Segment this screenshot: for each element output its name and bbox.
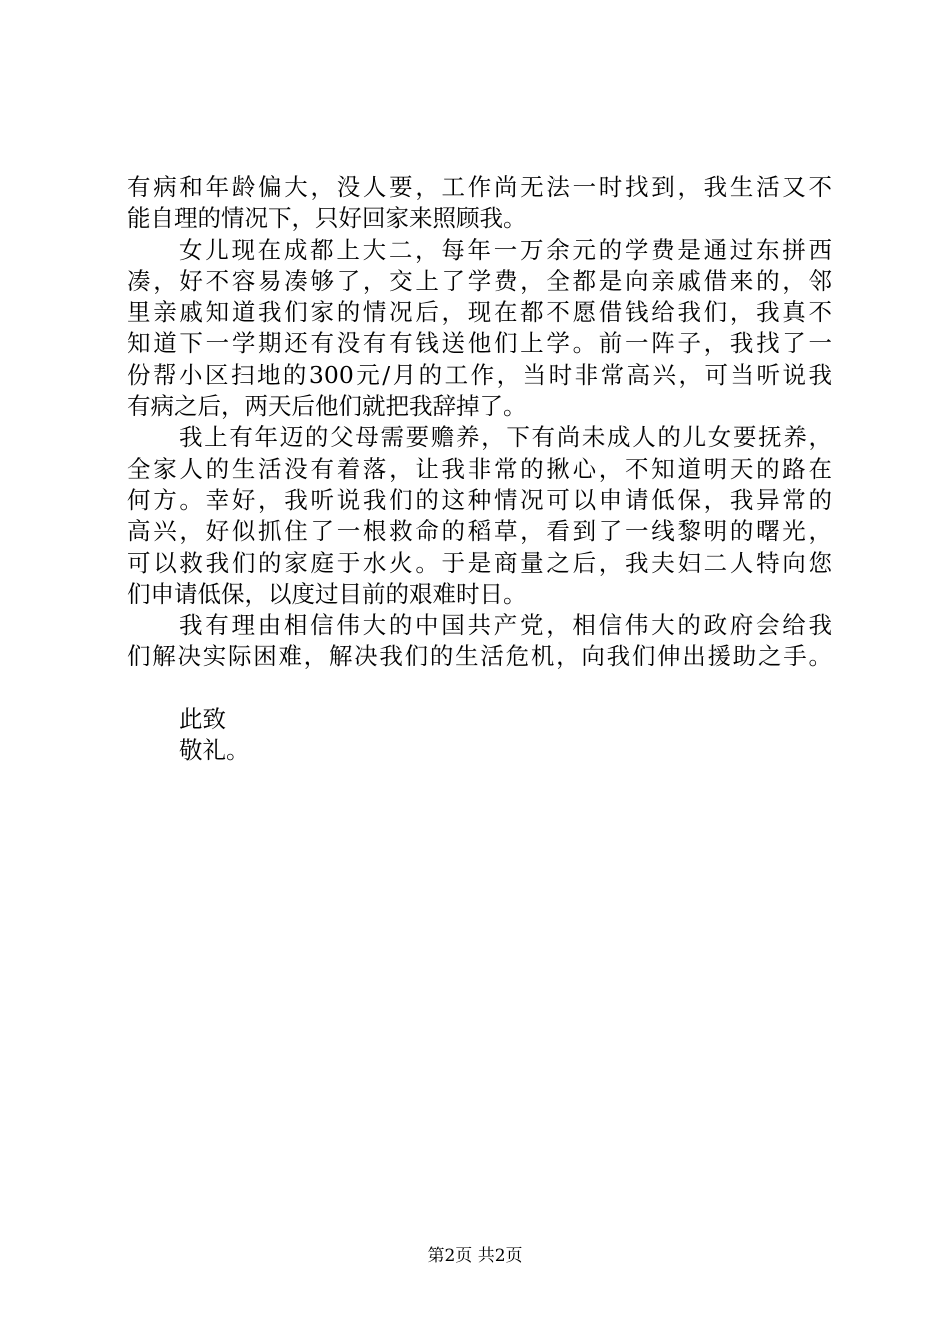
body-line: 份帮小区扫地的300元/月的工作，当时非常高兴，可当听说我 bbox=[127, 360, 832, 389]
blank-line bbox=[127, 673, 832, 704]
paragraph-start-line: 我上有年迈的父母需要赡养，下有尚未成人的儿女要抚养， bbox=[179, 423, 832, 452]
closing-salutation: 此致 bbox=[179, 705, 226, 734]
body-line: 有病和年龄偏大，没人要，工作尚无法一时找到，我生活又不 bbox=[127, 173, 832, 201]
body-line: 有病之后，两天后他们就把我辞掉了。 bbox=[127, 392, 527, 421]
body-line: 知道下一学期还有没有有钱送他们上学。前一阵子，我找了一 bbox=[127, 329, 832, 358]
body-line: 里亲戚知道我们家的情况后，现在都不愿借钱给我们，我真不 bbox=[127, 298, 832, 327]
body-line: 能自理的情况下，只好回家来照顾我。 bbox=[127, 204, 527, 233]
body-line: 可以救我们的家庭于水火。于是商量之后，我夫妇二人特向您 bbox=[127, 548, 832, 577]
body-line: 凑，好不容易凑够了，交上了学费，全都是向亲戚借来的，邻 bbox=[127, 266, 832, 295]
body-line: 何方。幸好，我听说我们的这种情况可以申请低保，我异常的 bbox=[127, 485, 832, 514]
page-number-footer: 第2页 共2页 bbox=[427, 1246, 523, 1266]
paragraph-start-line: 女儿现在成都上大二，每年一万余元的学费是通过东拼西 bbox=[179, 235, 832, 264]
body-line: 高兴，好似抓住了一根救命的稻草，看到了一线黎明的曙光， bbox=[127, 517, 832, 546]
paragraph-start-line: 我有理由相信伟大的中国共产党，相信伟大的政府会给我 bbox=[179, 611, 832, 640]
body-line: 们解决实际困难，解决我们的生活危机，向我们伸出援助之手。 bbox=[127, 642, 832, 671]
body-line: 全家人的生活没有着落，让我非常的揪心，不知道明天的路在 bbox=[127, 454, 832, 483]
closing-regards: 敬礼。 bbox=[179, 736, 250, 765]
body-line: 们申请低保，以度过目前的艰难时日。 bbox=[127, 579, 527, 608]
letter-body bbox=[127, 172, 832, 767]
